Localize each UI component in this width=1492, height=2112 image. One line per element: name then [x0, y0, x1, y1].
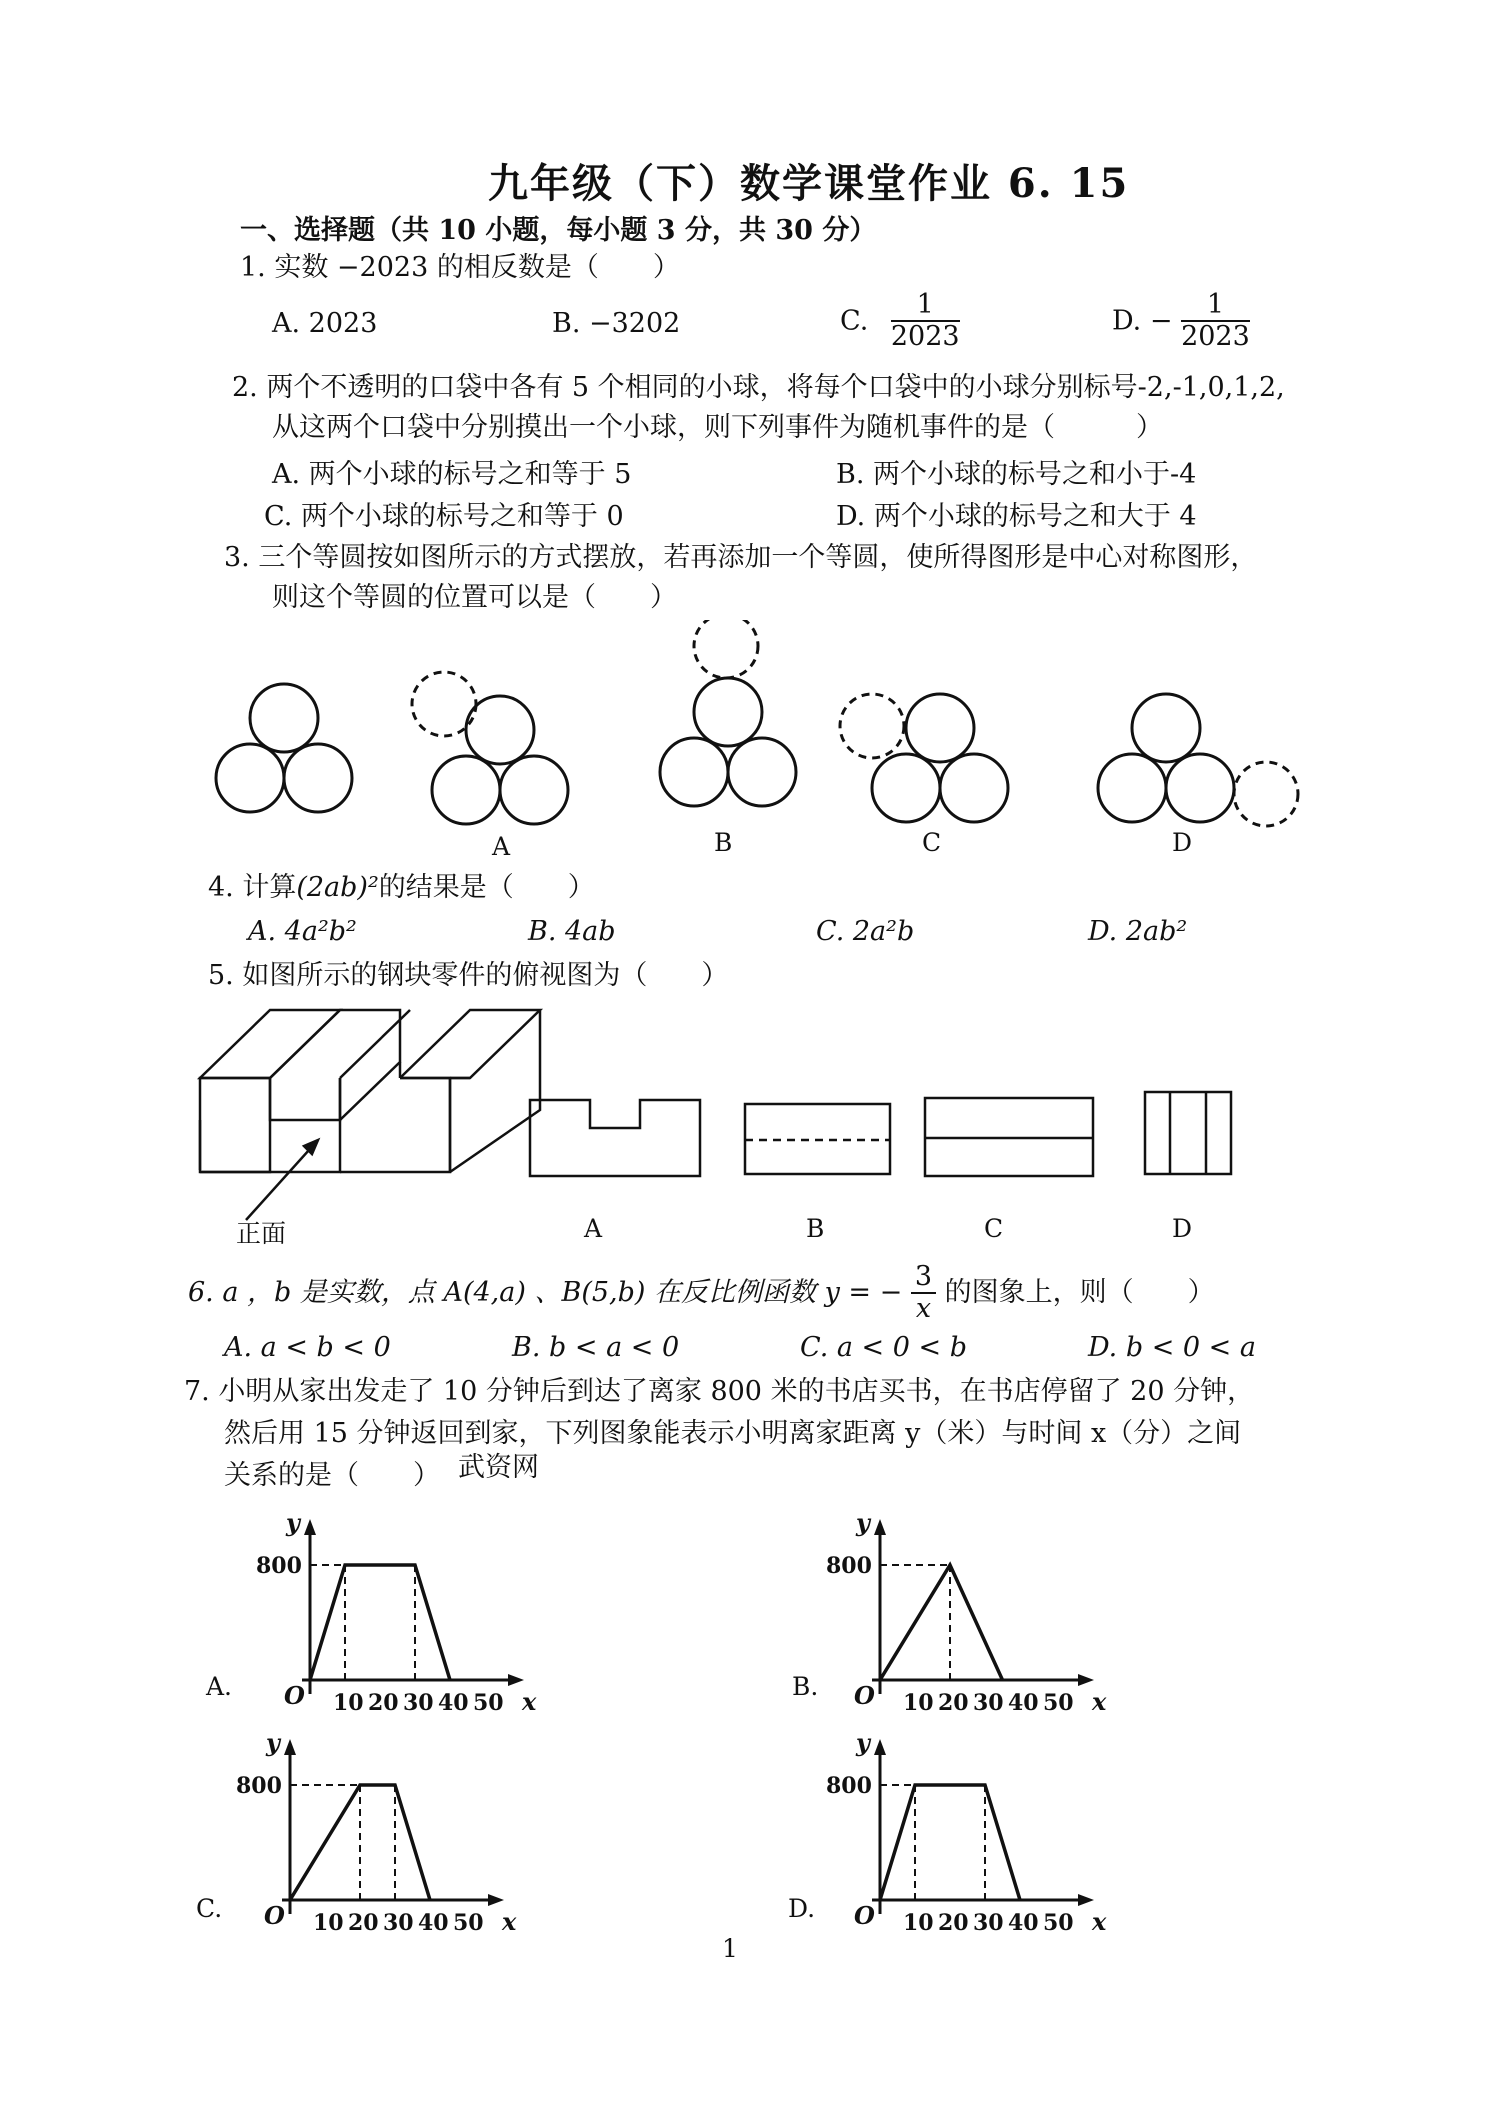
q4-expression: (2ab)² — [296, 872, 379, 903]
data-point — [449, 1679, 452, 1682]
q1-option-c-prefix: C. — [840, 305, 869, 337]
data-point — [879, 1899, 882, 1902]
fraction-numerator: 1 — [891, 290, 960, 322]
x-tick-label: 30 — [403, 1690, 434, 1716]
q3-circle-figures — [200, 620, 1320, 870]
data-point — [984, 1784, 987, 1787]
data-point — [1001, 1679, 1004, 1682]
data-point — [394, 1784, 397, 1787]
q7-label-d: D. — [788, 1894, 816, 1923]
fraction-denominator: 2023 — [890, 321, 960, 352]
q5-label-b: B — [806, 1214, 825, 1243]
q1-option-c-fraction — [891, 290, 960, 352]
q1-option-c — [840, 290, 960, 352]
front-arrow — [246, 1140, 318, 1220]
x-tick-label: 40 — [1008, 1690, 1039, 1716]
q5-option-c-view — [925, 1098, 1093, 1176]
q7-graphs — [190, 1490, 1150, 1970]
q4-stem-post: 的结果是（ ） — [378, 872, 595, 903]
x-axis-label: x — [1092, 1907, 1107, 1936]
q3-figure-b — [660, 620, 796, 806]
y-tick-label: 800 — [826, 1773, 872, 1799]
q5-option-d-view — [1145, 1092, 1231, 1174]
x-tick-label: 30 — [383, 1910, 414, 1936]
q4-stem — [208, 868, 595, 908]
x-tick-label: 10 — [903, 1910, 934, 1936]
q1-option-d-fraction — [1181, 290, 1250, 352]
origin-label: O — [854, 1901, 875, 1930]
q3-label-d: D — [1172, 828, 1193, 857]
x-axis-label: x — [522, 1687, 537, 1716]
y-axis-label: y — [856, 1508, 870, 1537]
q7-label-a: A. — [206, 1672, 233, 1701]
q1-option-d-prefix: D. − — [1112, 305, 1173, 337]
watermark: 武资网 — [458, 1452, 539, 1483]
q6-option-b: B. b < a < 0 — [512, 1332, 680, 1363]
x-tick-label: 10 — [313, 1910, 344, 1936]
data-point — [359, 1784, 362, 1787]
q2-option-d: D. 两个小球的标号之和大于 4 — [836, 501, 1197, 532]
q5-label-d: D — [1172, 1214, 1193, 1243]
q5-label-a: A — [584, 1214, 603, 1243]
q3-label-b: B — [714, 828, 733, 857]
x-tick-label: 50 — [1043, 1690, 1074, 1716]
y-axis-label: y — [266, 1728, 280, 1757]
origin-label: O — [854, 1681, 875, 1710]
q6-stem-pre: 6. a ，b 是实数，点 A(4,a) 、B(5,b) 在反比例函数 y = − — [188, 1277, 903, 1308]
data-point — [309, 1679, 312, 1682]
q7-line1: 7. 小明从家出发走了 10 分钟后到达了离家 800 米的书店买书，在书店停留了 20 分钟， — [184, 1376, 1255, 1407]
y-axis-arrow — [874, 1739, 886, 1755]
x-tick-label: 30 — [973, 1910, 1004, 1936]
q5-option-a-view — [530, 1100, 700, 1176]
x-axis-label: x — [1092, 1687, 1107, 1716]
q3-original-figure — [216, 684, 352, 812]
q6-stem — [188, 1262, 1215, 1324]
x-axis-arrow — [508, 1674, 524, 1686]
q7-line2: 然后用 15 分钟返回到家，下列图象能表示小明离家距离 y（米）与时间 x（分）之间 — [224, 1418, 1242, 1449]
q5-front-label: 正面 — [236, 1219, 287, 1248]
x-tick-label: 50 — [1043, 1910, 1074, 1936]
q1-option-d — [1112, 290, 1250, 352]
q6-fraction — [911, 1262, 936, 1324]
q5-steel-block — [200, 1010, 540, 1172]
q4-stem-pre: 4. 计算 — [208, 872, 297, 903]
data-point — [914, 1784, 917, 1787]
page-number: 1 — [722, 1934, 738, 1963]
x-tick-label: 30 — [973, 1690, 1004, 1716]
q2-line1: 2. 两个不透明的口袋中各有 5 个相同的小球，将每个口袋中的小球分别标号-2,-1,0,1,2, — [232, 372, 1285, 403]
series-line — [310, 1565, 450, 1680]
x-axis-label: x — [502, 1907, 517, 1936]
fraction-numerator: 1 — [1181, 290, 1250, 322]
q6-option-c: C. a < 0 < b — [800, 1332, 967, 1363]
q2-option-b: B. 两个小球的标号之和小于-4 — [836, 459, 1197, 490]
section-heading: 一、选择题（共 10 小题，每小题 3 分，共 30 分） — [240, 215, 877, 246]
q3-line2: 则这个等圆的位置可以是（ ） — [272, 582, 677, 613]
x-tick-label: 20 — [368, 1690, 399, 1716]
x-axis-arrow — [1078, 1674, 1094, 1686]
y-axis-arrow — [284, 1739, 296, 1755]
x-axis-arrow — [1078, 1894, 1094, 1906]
q1-stem: 1. 实数 −2023 的相反数是（ ） — [240, 252, 680, 283]
fraction-numerator: 3 — [911, 1262, 936, 1294]
q4-option-d: D. 2ab² — [1088, 916, 1188, 947]
q7-line3: 关系的是（ ） — [224, 1460, 440, 1491]
x-tick-label: 50 — [473, 1690, 504, 1716]
q3-figure-c — [840, 694, 1008, 822]
q3-label-a: A — [492, 832, 511, 861]
origin-label: O — [264, 1901, 285, 1930]
y-axis-arrow — [304, 1519, 316, 1535]
x-tick-label: 40 — [438, 1690, 469, 1716]
q6-option-a: A. a < b < 0 — [224, 1332, 391, 1363]
x-tick-label: 20 — [938, 1690, 969, 1716]
y-tick-label: 800 — [256, 1553, 302, 1579]
fraction-denominator: 2023 — [1181, 321, 1250, 352]
series-line — [880, 1565, 1003, 1680]
origin-label: O — [284, 1681, 305, 1710]
x-tick-label: 40 — [1008, 1910, 1039, 1936]
x-axis-arrow — [488, 1894, 504, 1906]
q2-option-a: A. 两个小球的标号之和等于 5 — [272, 459, 632, 490]
y-axis-label: y — [856, 1728, 870, 1757]
data-point — [414, 1564, 417, 1567]
q5-option-b-view — [745, 1104, 890, 1174]
fraction-denominator: x — [915, 1293, 932, 1324]
q2-option-c: C. 两个小球的标号之和等于 0 — [264, 501, 624, 532]
q5-stem: 5. 如图所示的钢块零件的俯视图为（ ） — [208, 960, 729, 991]
data-point — [949, 1564, 952, 1567]
data-point — [289, 1899, 292, 1902]
q4-option-c: C. 2a²b — [816, 916, 915, 947]
q4-option-b: B. 4ab — [528, 916, 616, 947]
y-axis-label: y — [286, 1508, 300, 1537]
y-tick-label: 800 — [236, 1773, 282, 1799]
x-tick-label: 20 — [348, 1910, 379, 1936]
data-point — [1019, 1899, 1022, 1902]
data-point — [429, 1899, 432, 1902]
q6-stem-post: 的图象上，则（ ） — [944, 1277, 1215, 1308]
q5-figures — [190, 1000, 1240, 1230]
q5-label-c: C — [984, 1214, 1004, 1243]
q1-option-a: A. 2023 — [272, 308, 378, 339]
data-point — [344, 1564, 347, 1567]
page-title: 九年级（下）数学课堂作业 6. 15 — [488, 160, 1130, 207]
y-axis-arrow — [874, 1519, 886, 1535]
q7-label-c: C. — [196, 1894, 223, 1923]
x-tick-label: 20 — [938, 1910, 969, 1936]
y-tick-label: 800 — [826, 1553, 872, 1579]
q4-option-a: A. 4a²b² — [248, 916, 357, 947]
q2-line2: 从这两个口袋中分别摸出一个小球，则下列事件为随机事件的是（ ） — [272, 412, 1163, 443]
q6-option-d: D. b < 0 < a — [1088, 1332, 1256, 1363]
q3-line1: 3. 三个等圆按如图所示的方式摆放，若再添加一个等圆，使所得图形是中心对称图形， — [224, 542, 1258, 573]
q3-figure-a — [412, 672, 568, 824]
x-tick-label: 10 — [903, 1690, 934, 1716]
x-tick-label: 10 — [333, 1690, 364, 1716]
q3-label-c: C — [922, 828, 942, 857]
q1-option-b: B. −3202 — [552, 308, 681, 339]
q7-label-b: B. — [792, 1672, 819, 1701]
data-point — [879, 1679, 882, 1682]
series-line — [880, 1785, 1020, 1900]
x-tick-label: 40 — [418, 1910, 449, 1936]
x-tick-label: 50 — [453, 1910, 484, 1936]
q3-figure-d — [1098, 694, 1298, 826]
